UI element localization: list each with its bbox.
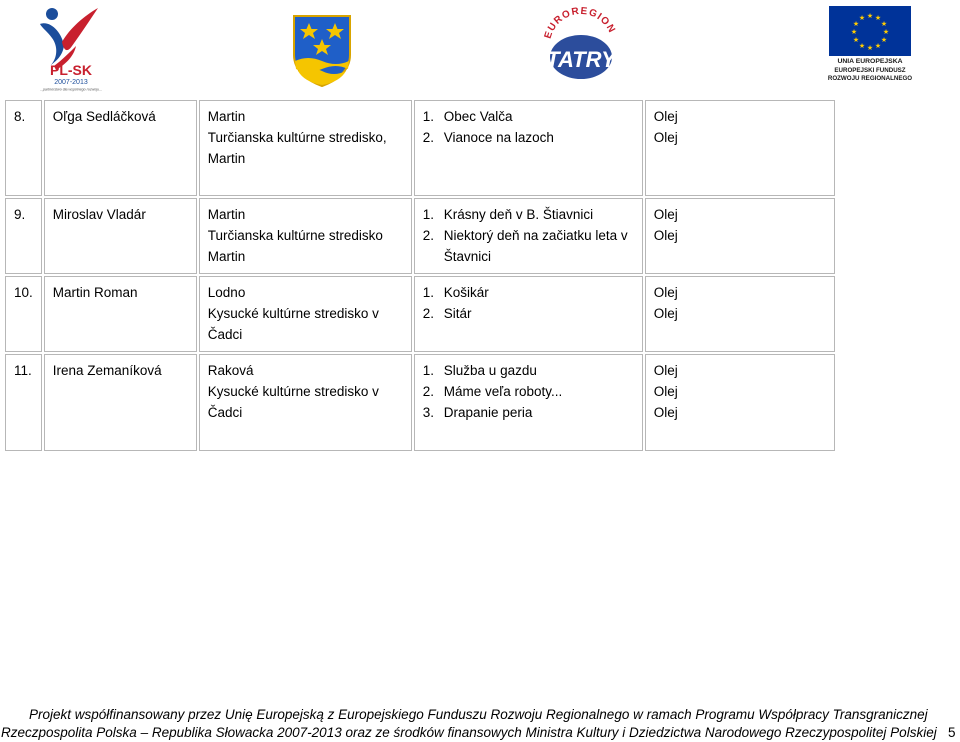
table-row	[5, 198, 835, 274]
svg-text:★: ★	[866, 12, 874, 20]
entry-number: 11.	[14, 363, 32, 378]
svg-text:★: ★	[850, 28, 858, 36]
entry-technique-cell	[645, 276, 835, 352]
program-item	[423, 282, 634, 303]
program-item	[423, 402, 634, 423]
program-number: 1.	[422, 363, 435, 378]
eu-line3: ROZWOJU REGIONALNEGO	[827, 75, 913, 82]
svg-text:★: ★	[880, 36, 888, 44]
entry-place-line: Martin	[207, 207, 246, 222]
svg-text:★: ★	[852, 36, 860, 44]
program-title: Niektorý deň na začiatku leta v Štavnici	[443, 228, 628, 264]
entry-number-cell	[5, 354, 42, 451]
entry-name: Miroslav Vladár	[52, 207, 146, 222]
svg-text:★: ★	[880, 20, 888, 28]
coat-of-arms-icon	[292, 15, 352, 87]
svg-text:★: ★	[874, 42, 882, 50]
entry-place-line: Martin	[207, 109, 246, 124]
program-item	[423, 127, 634, 148]
program-number: 2.	[422, 228, 435, 243]
entry-place-line: Martin	[207, 151, 246, 166]
entry-number-cell	[5, 198, 42, 274]
entry-programs-cell	[414, 100, 643, 196]
entry-place-cell	[199, 354, 412, 451]
svg-text:★: ★	[882, 28, 890, 36]
program-item	[423, 106, 634, 127]
euroregion-tatry-icon	[540, 5, 622, 85]
footer-line-2: Rzeczpospolita Polska – Republika Słowacka 2007-2013 oraz ze środków finansowych Ministra Kultury i Dziedzictwa Narodowego Rzeczypospolitej Polskiej	[1, 725, 937, 740]
entry-place-cell	[199, 198, 412, 274]
entry-name-cell	[44, 100, 197, 196]
plsk-years: 2007-2013	[54, 79, 88, 86]
program-title: Vianoce na lazoch	[443, 130, 554, 145]
entry-name: Irena Zemaníková	[52, 363, 162, 378]
table-row	[5, 100, 835, 196]
program-title: Krásny deň v B. Štiavnici	[443, 207, 594, 222]
plsk-name: PL-SK	[50, 62, 92, 78]
euroregion-tatry-logo	[540, 5, 622, 85]
svg-text:★: ★	[858, 14, 866, 22]
entry-programs-cell	[414, 276, 643, 352]
program-item	[423, 381, 634, 402]
program-item	[423, 204, 634, 225]
euroregion-name: TATRY	[546, 47, 616, 72]
table-row	[5, 276, 835, 352]
plsk-emblem-icon	[32, 2, 110, 92]
page-number: 5	[948, 725, 956, 740]
program-title: Služba u gazdu	[443, 363, 537, 378]
entry-place-line: Raková	[207, 363, 254, 378]
coat-of-arms-logo	[292, 15, 352, 87]
program-title: Sitár	[443, 306, 472, 321]
program-technique: Olej	[653, 109, 678, 124]
svg-text:★: ★	[852, 20, 860, 28]
eu-flag-icon	[829, 6, 911, 56]
entry-number: 10.	[14, 285, 33, 300]
entry-name-cell	[44, 354, 197, 451]
program-title: Obec Valča	[443, 109, 513, 124]
plsk-logo	[32, 2, 110, 92]
entry-place-line: Kysucké kultúrne stredisko v Čadci	[207, 384, 379, 420]
entry-number-cell	[5, 100, 42, 196]
footer-line-1: Projekt współfinansowany przez Unię Europejską z Europejskiego Funduszu Rozwoju Regionalnego w ramach Programu Współpracy Transgranicznej	[29, 707, 928, 722]
program-technique: Olej	[653, 405, 678, 420]
program-item	[423, 225, 634, 267]
svg-text:★: ★	[866, 44, 874, 52]
entries-table	[3, 98, 837, 453]
program-technique: Olej	[653, 228, 678, 243]
svg-text:EUROREGION	[543, 6, 618, 40]
program-number: 3.	[422, 405, 435, 420]
entry-technique-cell	[645, 198, 835, 274]
program-title: Drapanie peria	[443, 405, 533, 420]
entry-technique-cell	[645, 354, 835, 451]
eu-line2: EUROPEJSKI FUNDUSZ	[834, 67, 906, 74]
entry-place-line: Kysucké kultúrne stredisko v Čadci	[207, 306, 379, 342]
program-title: Máme veľa roboty...	[443, 384, 563, 399]
entry-place-line: Turčianska kultúrne stredisko Martin	[207, 228, 383, 264]
program-technique: Olej	[653, 130, 678, 145]
entry-number-cell	[5, 276, 42, 352]
entry-number: 9.	[14, 207, 26, 222]
eu-logo	[824, 6, 916, 86]
entry-place-cell	[199, 276, 412, 352]
entry-number: 8.	[14, 109, 26, 124]
entry-name: Martin Roman	[52, 285, 138, 300]
program-number: 2.	[422, 306, 435, 321]
program-number: 1.	[422, 109, 435, 124]
entry-place-line: Turčianska kultúrne stredisko,	[207, 130, 387, 145]
program-number: 1.	[422, 285, 435, 300]
entry-place-line: Lodno	[207, 285, 246, 300]
program-item	[423, 303, 634, 324]
program-technique: Olej	[653, 285, 678, 300]
svg-text:★: ★	[874, 14, 882, 22]
table-row	[5, 354, 835, 451]
program-number: 2.	[422, 130, 435, 145]
entry-name: Oľga Sedláčková	[52, 109, 156, 124]
program-technique: Olej	[653, 363, 678, 378]
plsk-tagline: ...partnerstwo dla wspólnego rozwoju...	[39, 87, 103, 92]
program-number: 1.	[422, 207, 435, 222]
entry-technique-cell	[645, 100, 835, 196]
program-technique: Olej	[653, 207, 678, 222]
header-logos	[0, 0, 960, 95]
entry-programs-cell	[414, 354, 643, 451]
entry-name-cell	[44, 276, 197, 352]
svg-text:★: ★	[858, 42, 866, 50]
program-technique: Olej	[653, 306, 678, 321]
entry-programs-cell	[414, 198, 643, 274]
entry-place-cell	[199, 100, 412, 196]
program-technique: Olej	[653, 384, 678, 399]
program-title: Košikár	[443, 285, 489, 300]
eu-line1: UNIA EUROPEJSKA	[837, 58, 903, 65]
entry-name-cell	[44, 198, 197, 274]
program-item	[423, 360, 634, 381]
program-number: 2.	[422, 384, 435, 399]
euroregion-arc-text: EUROREGION	[542, 5, 618, 41]
